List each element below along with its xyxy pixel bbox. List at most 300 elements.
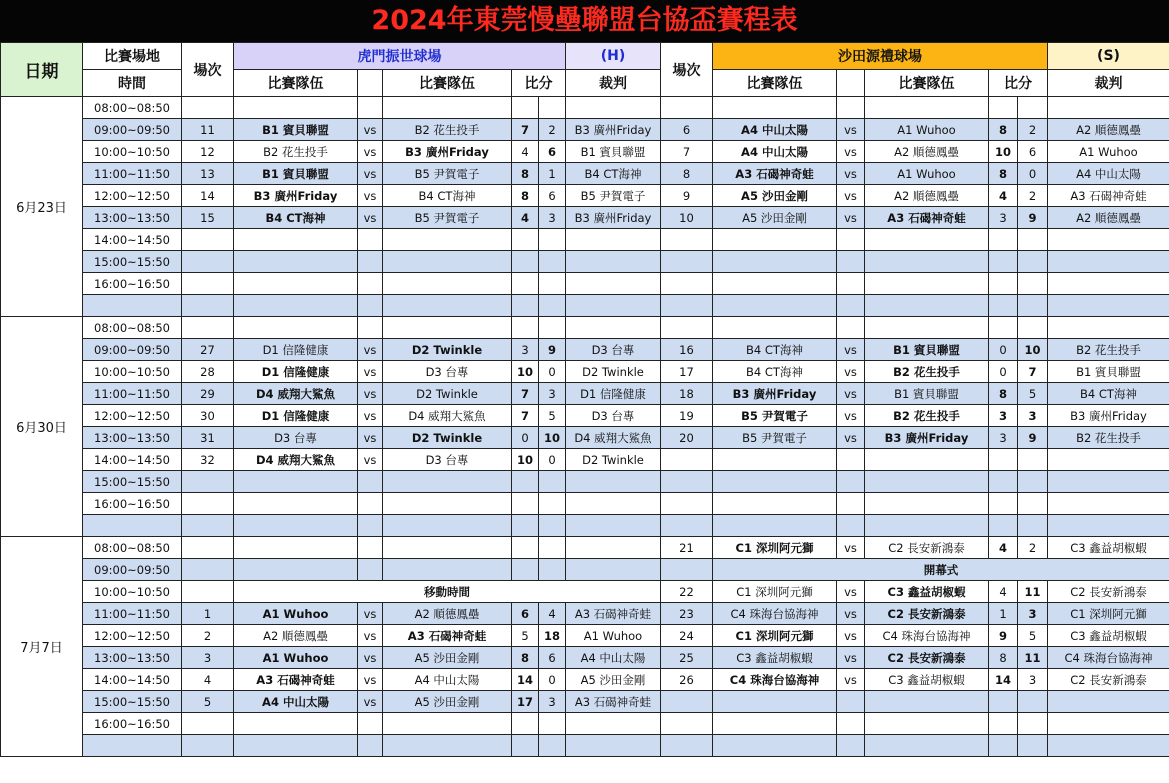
- header-vs-h: [358, 70, 383, 97]
- team-1-s: C4 珠海台協海神: [713, 669, 837, 691]
- round-number-s: [661, 273, 713, 295]
- empty-cell-h: [539, 97, 566, 119]
- empty-cell-s: [713, 471, 837, 493]
- team-2-h: D4 威翔大鯊魚: [383, 405, 512, 427]
- vs-label-h: vs: [358, 361, 383, 383]
- vs-label-s: vs: [837, 163, 865, 185]
- team-1-h: A2 順德鳳壘: [234, 625, 358, 647]
- score-1-s: 3: [989, 207, 1018, 229]
- header-round-s: 場次: [661, 43, 713, 97]
- schedule-table: [0, 42, 1169, 757]
- score-1-s: 9: [989, 625, 1018, 647]
- schedule-row: [1, 515, 1169, 537]
- header-score-h: 比分: [512, 70, 566, 97]
- schedule-row: [1, 317, 1169, 339]
- empty-cell-s: [713, 449, 837, 471]
- score-2-h: 10: [539, 427, 566, 449]
- round-number-s: [661, 713, 713, 735]
- score-2-s: 2: [1018, 537, 1048, 559]
- team-2-h: D2 Twinkle: [383, 339, 512, 361]
- score-1-h: 7: [512, 383, 539, 405]
- time-slot: [83, 515, 182, 537]
- vs-label-h: vs: [358, 163, 383, 185]
- referee-h: B5 尹賀電子: [566, 185, 661, 207]
- empty-cell-h: [512, 515, 539, 537]
- schedule-row: [1, 713, 1169, 735]
- empty-cell-h: [539, 493, 566, 515]
- empty-cell-s: [865, 449, 989, 471]
- empty-cell-h: [234, 471, 358, 493]
- score-2-s: 5: [1018, 383, 1048, 405]
- schedule-row: [1, 493, 1169, 515]
- schedule-row: [1, 185, 1169, 207]
- round-number-s: 21: [661, 537, 713, 559]
- vs-label-h: vs: [358, 185, 383, 207]
- score-1-s: 4: [989, 581, 1018, 603]
- empty-cell-s: [713, 691, 837, 713]
- team-1-s: B5 尹賀電子: [713, 427, 837, 449]
- vs-label-s: vs: [837, 339, 865, 361]
- team-2-s: C3 鑫益胡椒蝦: [865, 669, 989, 691]
- empty-cell-s: [1018, 493, 1048, 515]
- empty-cell-h: [512, 493, 539, 515]
- team-2-h: D2 Twinkle: [383, 383, 512, 405]
- empty-cell-s: [865, 735, 989, 757]
- schedule-row: [1, 383, 1169, 405]
- empty-cell-h: [234, 251, 358, 273]
- team-2-h: A4 中山太陽: [383, 669, 512, 691]
- empty-cell-h: [358, 295, 383, 317]
- round-number-s: [661, 691, 713, 713]
- schedule-row: [1, 603, 1169, 625]
- round-number-h: [182, 713, 234, 735]
- round-number-s: [661, 559, 713, 581]
- score-1-s: 8: [989, 647, 1018, 669]
- empty-cell-s: [713, 229, 837, 251]
- empty-cell-h: [358, 317, 383, 339]
- round-number-h: [182, 493, 234, 515]
- team-2-s: A1 Wuhoo: [865, 163, 989, 185]
- empty-cell-s: [989, 449, 1018, 471]
- time-slot: 12:00~12:50: [83, 405, 182, 427]
- team-2-h: A3 石碣神奇蛙: [383, 625, 512, 647]
- time-slot: 08:00~08:50: [83, 97, 182, 119]
- referee-h: A4 中山太陽: [566, 647, 661, 669]
- vs-label-s: vs: [837, 537, 865, 559]
- empty-cell-h: [358, 229, 383, 251]
- referee-s: A4 中山太陽: [1048, 163, 1169, 185]
- team-1-h: D1 信隆健康: [234, 361, 358, 383]
- venue-h-note: 移動時間: [234, 581, 661, 603]
- round-number-s: 19: [661, 405, 713, 427]
- team-1-s: A5 沙田金剛: [713, 207, 837, 229]
- empty-cell-h: [383, 735, 512, 757]
- round-number-h: 11: [182, 119, 234, 141]
- team-1-h: D1 信隆健康: [234, 339, 358, 361]
- empty-cell-s: [989, 493, 1018, 515]
- vs-label-h: vs: [358, 427, 383, 449]
- vs-label-h: vs: [358, 383, 383, 405]
- referee-h: A1 Wuhoo: [566, 625, 661, 647]
- time-slot: 13:00~13:50: [83, 647, 182, 669]
- empty-cell-h: [539, 559, 566, 581]
- time-slot: 11:00~11:50: [83, 603, 182, 625]
- empty-cell-s: [713, 251, 837, 273]
- empty-cell-s: [837, 471, 865, 493]
- empty-cell-s: [713, 515, 837, 537]
- empty-cell-h: [566, 735, 661, 757]
- empty-cell-h: [566, 97, 661, 119]
- empty-cell-h: [566, 537, 661, 559]
- empty-cell-h: [383, 537, 512, 559]
- time-slot: 16:00~16:50: [83, 713, 182, 735]
- team-2-h: A5 沙田金剛: [383, 647, 512, 669]
- team-2-h: D3 台專: [383, 449, 512, 471]
- schedule-row: [1, 229, 1169, 251]
- score-1-s: 0: [989, 339, 1018, 361]
- header-row-2: [1, 70, 1169, 97]
- round-number-h: [182, 515, 234, 537]
- referee-s: B3 廣州Friday: [1048, 405, 1169, 427]
- round-number-h: [182, 559, 234, 581]
- vs-label-h: vs: [358, 405, 383, 427]
- referee-h: B4 CT海神: [566, 163, 661, 185]
- team-1-h: A3 石碣神奇蛙: [234, 669, 358, 691]
- empty-cell-s: [837, 97, 865, 119]
- time-slot: 10:00~10:50: [83, 141, 182, 163]
- time-slot: 09:00~09:50: [83, 119, 182, 141]
- schedule-row: [1, 581, 1169, 603]
- empty-cell-h: [539, 713, 566, 735]
- score-1-h: 8: [512, 163, 539, 185]
- round-number-h: 5: [182, 691, 234, 713]
- time-slot: 13:00~13:50: [83, 427, 182, 449]
- score-1-h: 8: [512, 185, 539, 207]
- header-date: 日期: [1, 43, 83, 97]
- empty-cell-s: [1048, 691, 1169, 713]
- vs-label-h: vs: [358, 339, 383, 361]
- round-number-s: 9: [661, 185, 713, 207]
- empty-cell-s: [713, 295, 837, 317]
- score-1-h: 17: [512, 691, 539, 713]
- team-2-s: B3 廣州Friday: [865, 427, 989, 449]
- referee-h: D1 信隆健康: [566, 383, 661, 405]
- empty-cell-s: [837, 273, 865, 295]
- score-1-s: 3: [989, 427, 1018, 449]
- team-1-h: A4 中山太陽: [234, 691, 358, 713]
- round-number-h: [182, 251, 234, 273]
- empty-cell-h: [358, 515, 383, 537]
- round-number-h: 12: [182, 141, 234, 163]
- time-slot: 16:00~16:50: [83, 273, 182, 295]
- round-number-h: [182, 97, 234, 119]
- round-number-s: [661, 229, 713, 251]
- empty-cell-s: [989, 97, 1018, 119]
- vs-label-h: vs: [358, 647, 383, 669]
- team-2-s: B1 賓貝聯盟: [865, 339, 989, 361]
- empty-cell-h: [539, 229, 566, 251]
- empty-cell-s: [1048, 449, 1169, 471]
- time-slot: 09:00~09:50: [83, 339, 182, 361]
- empty-cell-h: [512, 97, 539, 119]
- score-1-h: 0: [512, 427, 539, 449]
- score-2-h: 0: [539, 361, 566, 383]
- empty-cell-h: [539, 295, 566, 317]
- round-number-s: [661, 449, 713, 471]
- empty-cell-s: [837, 251, 865, 273]
- vs-label-s: vs: [837, 669, 865, 691]
- team-1-h: B3 廣州Friday: [234, 185, 358, 207]
- referee-h: D3 台專: [566, 339, 661, 361]
- empty-cell-h: [539, 735, 566, 757]
- empty-cell-s: [1018, 229, 1048, 251]
- empty-cell-s: [1018, 449, 1048, 471]
- score-2-h: 0: [539, 449, 566, 471]
- empty-cell-h: [566, 515, 661, 537]
- schedule-row: [1, 647, 1169, 669]
- score-2-h: 4: [539, 603, 566, 625]
- schedule-row: [1, 251, 1169, 273]
- referee-h: B3 廣州Friday: [566, 207, 661, 229]
- referee-s: C2 長安新鴻泰: [1048, 669, 1169, 691]
- round-number-h: 4: [182, 669, 234, 691]
- vs-label-h: vs: [358, 603, 383, 625]
- empty-cell-h: [539, 515, 566, 537]
- empty-cell-s: [1048, 713, 1169, 735]
- header-venue-s-code: (S): [1048, 43, 1169, 70]
- sheet-title: 2024年東莞慢壘聯盟台協盃賽程表: [0, 0, 1169, 42]
- referee-s: A2 順德鳳壘: [1048, 119, 1169, 141]
- vs-label-s: vs: [837, 647, 865, 669]
- empty-cell-s: [865, 515, 989, 537]
- referee-s: A2 順德鳳壘: [1048, 207, 1169, 229]
- referee-s: B2 花生投手: [1048, 339, 1169, 361]
- empty-cell-s: [837, 449, 865, 471]
- empty-cell-s: [1018, 317, 1048, 339]
- round-number-s: 10: [661, 207, 713, 229]
- empty-cell-s: [713, 735, 837, 757]
- empty-cell-h: [566, 471, 661, 493]
- team-1-h: D4 威翔大鯊魚: [234, 383, 358, 405]
- score-2-s: 9: [1018, 207, 1048, 229]
- empty-cell-h: [512, 471, 539, 493]
- empty-cell-h: [566, 317, 661, 339]
- empty-cell-h: [383, 559, 512, 581]
- empty-cell-h: [512, 229, 539, 251]
- vs-label-h: vs: [358, 625, 383, 647]
- referee-h: A5 沙田金剛: [566, 669, 661, 691]
- schedule-row: [1, 207, 1169, 229]
- round-number-h: 31: [182, 427, 234, 449]
- empty-cell-s: [989, 229, 1018, 251]
- team-2-h: D2 Twinkle: [383, 427, 512, 449]
- team-1-h: B1 賓貝聯盟: [234, 119, 358, 141]
- header-team-h-2: 比賽隊伍: [383, 70, 512, 97]
- empty-cell-s: [837, 317, 865, 339]
- empty-cell-s: [837, 713, 865, 735]
- empty-cell-s: [989, 251, 1018, 273]
- schedule-row: [1, 141, 1169, 163]
- score-2-h: 2: [539, 119, 566, 141]
- schedule-row: [1, 691, 1169, 713]
- vs-label-s: vs: [837, 119, 865, 141]
- score-1-h: 5: [512, 625, 539, 647]
- score-2-h: 6: [539, 185, 566, 207]
- empty-cell-s: [1048, 251, 1169, 273]
- empty-cell-s: [989, 713, 1018, 735]
- header-score-s: 比分: [989, 70, 1048, 97]
- empty-cell-h: [358, 251, 383, 273]
- score-1-h: 6: [512, 603, 539, 625]
- empty-cell-s: [1018, 735, 1048, 757]
- round-number-h: 27: [182, 339, 234, 361]
- empty-cell-h: [383, 493, 512, 515]
- schedule-row: [1, 471, 1169, 493]
- score-2-s: 2: [1018, 119, 1048, 141]
- empty-cell-h: [234, 493, 358, 515]
- vs-label-s: vs: [837, 625, 865, 647]
- referee-h: B1 賓貝聯盟: [566, 141, 661, 163]
- round-number-h: 15: [182, 207, 234, 229]
- empty-cell-s: [865, 273, 989, 295]
- round-number-s: [661, 251, 713, 273]
- empty-cell-h: [234, 317, 358, 339]
- score-1-h: 7: [512, 119, 539, 141]
- empty-cell-s: [1048, 295, 1169, 317]
- round-number-h: 2: [182, 625, 234, 647]
- team-2-h: A2 順德鳳壘: [383, 603, 512, 625]
- schedule-row: [1, 163, 1169, 185]
- vs-label-s: vs: [837, 185, 865, 207]
- empty-cell-h: [512, 559, 539, 581]
- header-time: 時間: [83, 70, 182, 97]
- team-2-h: D3 台專: [383, 361, 512, 383]
- round-number-h: [182, 295, 234, 317]
- team-2-s: C2 長安新鴻泰: [865, 603, 989, 625]
- empty-cell-h: [358, 471, 383, 493]
- schedule-row: [1, 735, 1169, 757]
- team-1-s: A4 中山太陽: [713, 119, 837, 141]
- team-2-s: A2 順德鳳壘: [865, 185, 989, 207]
- empty-cell-s: [1048, 317, 1169, 339]
- team-1-s: C1 深圳阿元獅: [713, 537, 837, 559]
- empty-cell-h: [358, 713, 383, 735]
- empty-cell-s: [1048, 97, 1169, 119]
- empty-cell-s: [837, 691, 865, 713]
- empty-cell-s: [865, 295, 989, 317]
- score-1-s: 8: [989, 119, 1018, 141]
- empty-cell-h: [512, 273, 539, 295]
- referee-s: A1 Wuhoo: [1048, 141, 1169, 163]
- round-number-h: 3: [182, 647, 234, 669]
- team-2-s: A3 石碣神奇蛙: [865, 207, 989, 229]
- empty-cell-h: [358, 537, 383, 559]
- round-number-s: [661, 295, 713, 317]
- score-2-h: 3: [539, 207, 566, 229]
- team-1-s: C1 深圳阿元獅: [713, 581, 837, 603]
- score-1-h: 10: [512, 449, 539, 471]
- round-number-s: 20: [661, 427, 713, 449]
- referee-h: D2 Twinkle: [566, 449, 661, 471]
- empty-cell-s: [865, 317, 989, 339]
- empty-cell-s: [865, 713, 989, 735]
- header-venue-s: 沙田源禮球場: [713, 43, 1048, 70]
- round-number-s: 24: [661, 625, 713, 647]
- empty-cell-h: [383, 713, 512, 735]
- header-venue-h: 虎門振世球場: [234, 43, 566, 70]
- round-number-h: 28: [182, 361, 234, 383]
- team-1-h: D4 威翔大鯊魚: [234, 449, 358, 471]
- team-2-h: B5 尹賀電子: [383, 163, 512, 185]
- vs-label-s: vs: [837, 603, 865, 625]
- time-slot: 11:00~11:50: [83, 383, 182, 405]
- score-2-s: 5: [1018, 625, 1048, 647]
- team-2-s: B2 花生投手: [865, 405, 989, 427]
- empty-cell-s: [1018, 515, 1048, 537]
- score-2-h: 6: [539, 647, 566, 669]
- score-2-s: 11: [1018, 581, 1048, 603]
- header-round-h: 場次: [182, 43, 234, 97]
- score-2-h: 5: [539, 405, 566, 427]
- empty-cell-s: [1018, 471, 1048, 493]
- schedule-row: [1, 119, 1169, 141]
- round-number-h: [182, 317, 234, 339]
- empty-cell-s: [713, 493, 837, 515]
- round-number-s: [661, 471, 713, 493]
- empty-cell-s: [989, 691, 1018, 713]
- vs-label-s: vs: [837, 361, 865, 383]
- team-2-s: C3 鑫益胡椒蝦: [865, 581, 989, 603]
- team-1-h: B4 CT海神: [234, 207, 358, 229]
- round-number-h: [182, 735, 234, 757]
- empty-cell-h: [358, 559, 383, 581]
- schedule-row: [1, 339, 1169, 361]
- empty-cell-h: [383, 273, 512, 295]
- team-2-s: A1 Wuhoo: [865, 119, 989, 141]
- schedule-row: [1, 361, 1169, 383]
- empty-cell-s: [837, 735, 865, 757]
- schedule-row: [1, 427, 1169, 449]
- empty-cell-s: [1018, 713, 1048, 735]
- team-1-s: A5 沙田金剛: [713, 185, 837, 207]
- score-2-h: 9: [539, 339, 566, 361]
- header-referee-h: 裁判: [566, 70, 661, 97]
- empty-cell-h: [539, 251, 566, 273]
- empty-cell-h: [512, 537, 539, 559]
- empty-cell-s: [989, 515, 1018, 537]
- empty-cell-h: [512, 251, 539, 273]
- empty-cell-h: [566, 229, 661, 251]
- score-2-s: 3: [1018, 603, 1048, 625]
- empty-cell-s: [989, 735, 1018, 757]
- empty-cell-h: [539, 537, 566, 559]
- score-1-h: 8: [512, 647, 539, 669]
- referee-s: C2 長安新鴻泰: [1048, 581, 1169, 603]
- empty-cell-s: [1048, 735, 1169, 757]
- score-2-s: 2: [1018, 185, 1048, 207]
- header-venue-label: 比賽場地: [83, 43, 182, 70]
- empty-cell-h: [358, 493, 383, 515]
- empty-cell-h: [234, 273, 358, 295]
- referee-h: D2 Twinkle: [566, 361, 661, 383]
- empty-cell-s: [989, 273, 1018, 295]
- header-team-s-1: 比賽隊伍: [713, 70, 837, 97]
- empty-cell-s: [1048, 515, 1169, 537]
- team-1-s: C1 深圳阿元獅: [713, 625, 837, 647]
- time-slot: 09:00~09:50: [83, 559, 182, 581]
- round-number-s: 16: [661, 339, 713, 361]
- empty-cell-h: [358, 735, 383, 757]
